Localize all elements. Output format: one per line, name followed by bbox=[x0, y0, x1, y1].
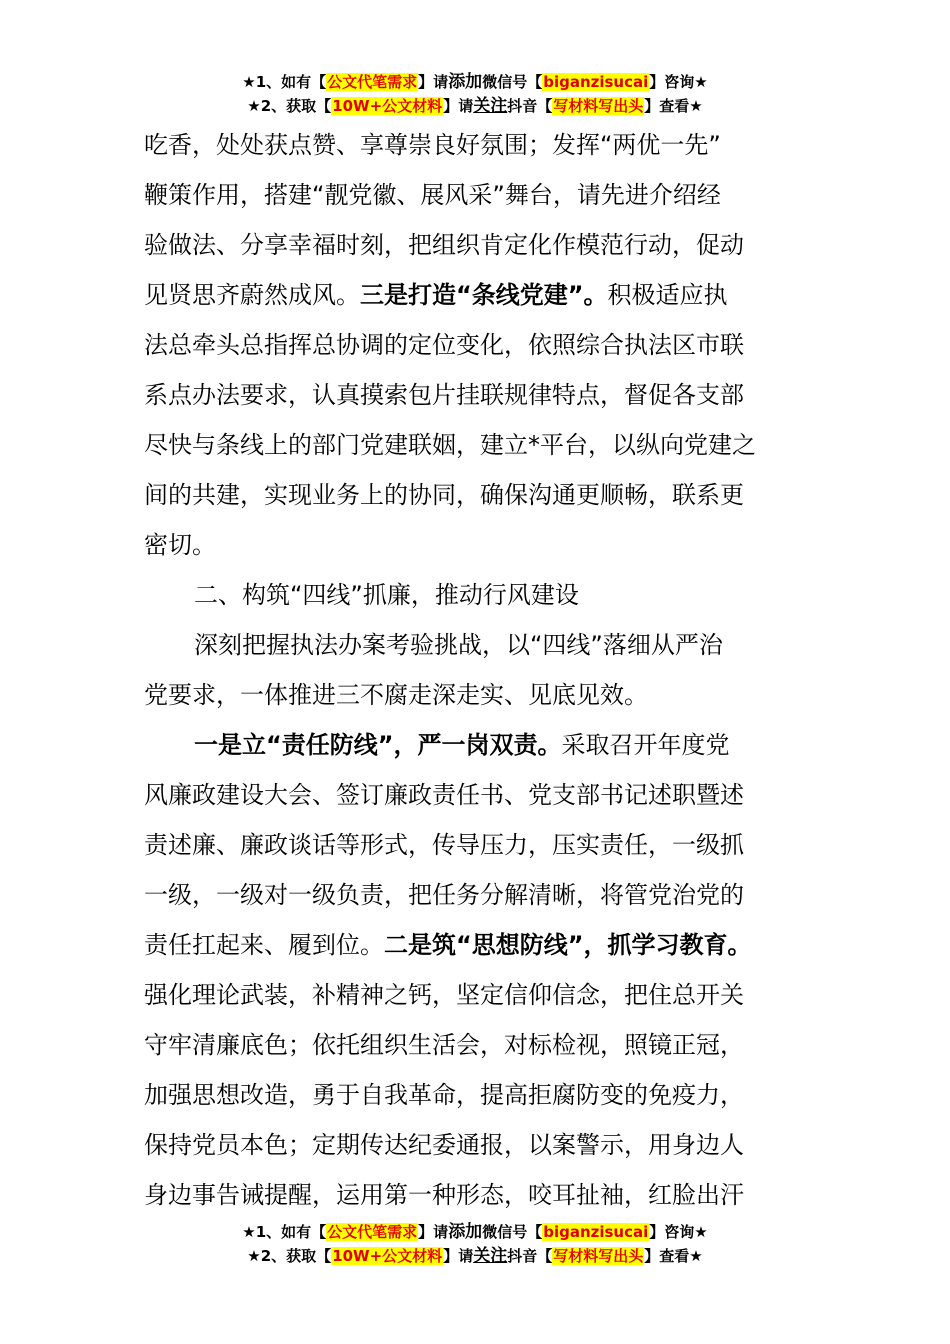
banner-text: ★1、如有【 bbox=[242, 1223, 327, 1241]
banner-highlight: 10W+公文材料 bbox=[332, 1247, 443, 1265]
banner-emphasis: 添加 bbox=[448, 1222, 483, 1242]
banner-text: 】查看★ bbox=[644, 1247, 703, 1265]
document-body bbox=[144, 120, 814, 1220]
banner-text: 】咨询★ bbox=[649, 1223, 708, 1241]
body-line: 吃香，处处获点赞、享尊崇良好氛围；发挥“两优一先” bbox=[144, 131, 721, 159]
body-line: 法总牵头总指挥总协调的定位变化，依照综合执法区市联 bbox=[144, 331, 744, 359]
banner-text: 微信号【 bbox=[482, 73, 543, 91]
banner-text: 】请 bbox=[443, 1247, 474, 1265]
banner-emphasis: 关注 bbox=[473, 1246, 508, 1266]
banner-text: 抖音【 bbox=[507, 1247, 553, 1265]
body-line: 鞭策作用，搭建“靓党徽、展风采”舞台，请先进介绍经 bbox=[144, 181, 721, 209]
banner-highlight: 10W+公文材料 bbox=[332, 97, 443, 115]
banner-text: 】请 bbox=[418, 1223, 449, 1241]
banner-highlight: 公文代笔需求 bbox=[327, 73, 418, 91]
banner-line-1 bbox=[0, 70, 950, 94]
body-line: 一级，一级对一级负责，把任务分解清晰，将管党治党的 bbox=[144, 881, 744, 909]
body-line: 责任扛起来、履到位。二是筑“思想防线”，抓学习教育。 bbox=[144, 931, 752, 959]
bold-heading: 三是打造“条线党建”。 bbox=[360, 281, 608, 309]
body-line: 见贤思齐蔚然成风。三是打造“条线党建”。积极适应执 bbox=[144, 281, 728, 309]
bold-heading: 一是立“责任防线”，严一岗双责。 bbox=[194, 731, 562, 759]
banner-emphasis: 关注 bbox=[473, 96, 508, 116]
banner-text: 】请 bbox=[443, 97, 474, 115]
banner-highlight-douyin: 写材料写出头 bbox=[553, 1247, 644, 1265]
body-line: 守牢清廉底色；依托组织生活会，对标检视，照镜正冠， bbox=[144, 1031, 744, 1059]
banner-text: 微信号【 bbox=[482, 1223, 543, 1241]
body-line: 系点办法要求，认真摸索包片挂联规律特点，督促各支部 bbox=[144, 381, 744, 409]
body-line: 验做法、分享幸福时刻，把组织肯定化作模范行动，促动 bbox=[144, 231, 744, 259]
banner-text: ★2、获取【 bbox=[247, 1247, 332, 1265]
banner-highlight-douyin: 写材料写出头 bbox=[553, 97, 644, 115]
banner-text: 】查看★ bbox=[644, 97, 703, 115]
bold-heading: 二是筑“思想防线”，抓学习教育。 bbox=[384, 931, 752, 959]
body-line: 保持党员本色；定期传达纪委通报，以案警示，用身边人 bbox=[144, 1131, 744, 1159]
body-line: 党要求，一体推进三不腐走深走实、见底见效。 bbox=[144, 681, 648, 709]
body-line: 间的共建，实现业务上的协同，确保沟通更顺畅，联系更 bbox=[144, 481, 744, 509]
body-line: 尽快与条线上的部门党建联姻，建立*平台，以纵向党建之 bbox=[144, 431, 756, 459]
banner-line-2 bbox=[0, 94, 950, 118]
banner-line-2 bbox=[0, 1244, 950, 1268]
banner-text: 抖音【 bbox=[507, 97, 553, 115]
body-line: 强化理论武装，补精神之钙，坚定信仰信念，把住总开关 bbox=[144, 981, 744, 1009]
banner-text: 】请 bbox=[418, 73, 449, 91]
banner-text: ★2、获取【 bbox=[247, 97, 332, 115]
banner-emphasis: 添加 bbox=[448, 72, 483, 92]
header-banner bbox=[0, 70, 950, 118]
body-line: 一是立“责任防线”，严一岗双责。采取召开年度党 bbox=[194, 731, 730, 759]
footer-banner bbox=[0, 1220, 950, 1268]
banner-highlight-wechat: biganzisucai bbox=[543, 1223, 649, 1241]
banner-highlight: 公文代笔需求 bbox=[327, 1223, 418, 1241]
banner-highlight-wechat: biganzisucai bbox=[543, 73, 649, 91]
body-line: 加强思想改造，勇于自我革命，提高拒腐防变的免疫力， bbox=[144, 1081, 744, 1109]
banner-text: ★1、如有【 bbox=[242, 73, 327, 91]
banner-line-1 bbox=[0, 1220, 950, 1244]
body-line: 身边事告诫提醒，运用第一种形态，咬耳扯袖，红脸出汗 bbox=[144, 1181, 744, 1209]
body-line: 密切。 bbox=[144, 531, 216, 559]
body-line: 深刻把握执法办案考验挑战，以“四线”落细从严治 bbox=[194, 631, 723, 659]
section-heading: 二、构筑“四线”抓廉，推动行风建设 bbox=[194, 581, 579, 609]
body-line: 风廉政建设大会、签订廉政责任书、党支部书记述职暨述 bbox=[144, 781, 744, 809]
banner-text: 】咨询★ bbox=[649, 73, 708, 91]
body-line: 责述廉、廉政谈话等形式，传导压力，压实责任，一级抓 bbox=[144, 831, 744, 859]
